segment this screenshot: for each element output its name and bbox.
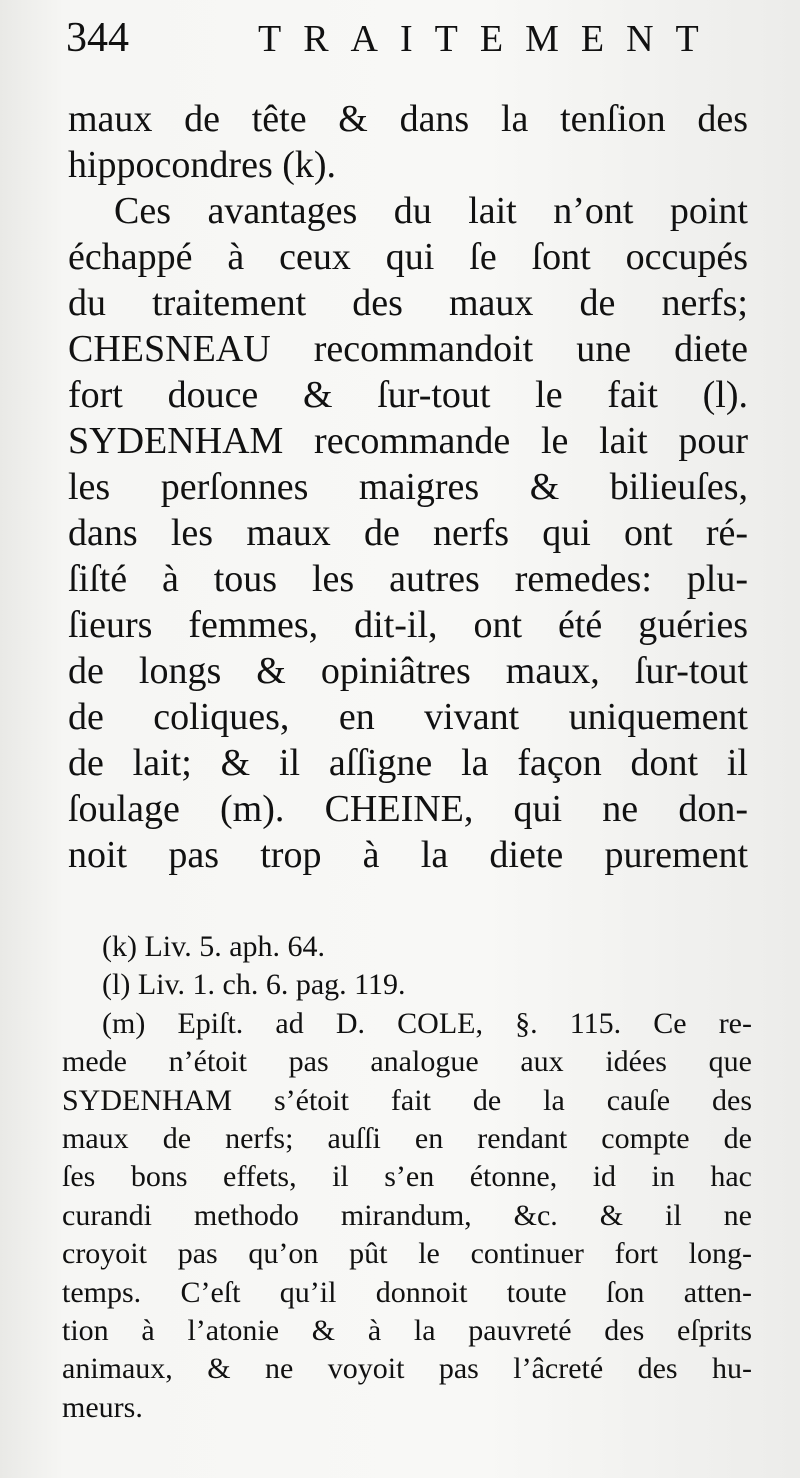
footnote-line: maux de nerfs; auſſi en rendant compte de — [62, 1121, 752, 1155]
text-line: les perſonnes maigres & bilieuſes, — [68, 466, 748, 508]
footnote-k: (k) Liv. 5. aph. 64. — [102, 930, 326, 963]
text-line: hippocondres (k). — [68, 144, 337, 186]
text-line: échappé à ceux qui ſe ſont occupés — [68, 236, 748, 278]
text-line: fort douce & ſur-tout le fait (l). — [68, 374, 748, 416]
text-line: de longs & opiniâtres maux, ſur-tout — [68, 650, 748, 692]
footnote-line: temps. C’eſt qu’il donnoit toute ſon atten- — [62, 1275, 752, 1309]
main-text — [68, 96, 748, 878]
text-line: de lait; & il aſſigne la façon dont il — [68, 742, 748, 784]
page-header — [62, 8, 752, 68]
footnote-m: (m) Epiſt. ad D. COLE, §. 115. Ce re- — [102, 1006, 752, 1040]
text-line: de coliques, en vivant uniquement — [68, 696, 748, 738]
text-line: dans les maux de nerfs qui ont ré- — [68, 512, 748, 554]
page-number: 344 — [66, 15, 129, 61]
footnote-line: SYDENHAM s’étoit fait de la cauſe des — [62, 1083, 752, 1117]
text-line: ſoulage (m). CHEINE, qui ne don- — [68, 788, 748, 830]
footnote-line: animaux, & ne voyoit pas l’âcreté des hu- — [62, 1352, 752, 1386]
text-line: CHESNEAU recommandoit une diete — [68, 328, 748, 370]
text-line: du traitement des maux de nerfs; — [68, 282, 748, 324]
text-line: ſieurs femmes, dit-il, ont été guéries — [68, 604, 748, 646]
footnote-line: meurs. — [62, 1390, 143, 1424]
text-line: maux de tête & dans la tenſion des — [68, 98, 748, 140]
footnote-line: croyoit pas qu’on pût le continuer fort long- — [62, 1237, 752, 1271]
footnotes — [62, 928, 752, 1427]
footnote-l: (l) Liv. 1. ch. 6. pag. 119. — [102, 968, 406, 1002]
footnote-line: tion à l’atonie & à la pauvreté des eſprits — [62, 1313, 752, 1347]
footnote-line: curandi methodo mirandum, &c. & il ne — [62, 1198, 752, 1232]
text-line: Ces avantages du lait n’ont point — [114, 190, 748, 232]
footnote-line: mede n’étoit pas analogue aux idées que — [62, 1045, 752, 1079]
text-line: SYDENHAM recommande le lait pour — [68, 420, 748, 462]
running-title: TRAITEMENT — [258, 18, 721, 60]
text-line: noit pas trop à la diete purement — [68, 834, 748, 876]
text-line: ſiſté à tous les autres remedes: plu- — [68, 558, 748, 600]
footnote-line: ſes bons effets, il s’en étonne, id in hac — [62, 1160, 752, 1194]
